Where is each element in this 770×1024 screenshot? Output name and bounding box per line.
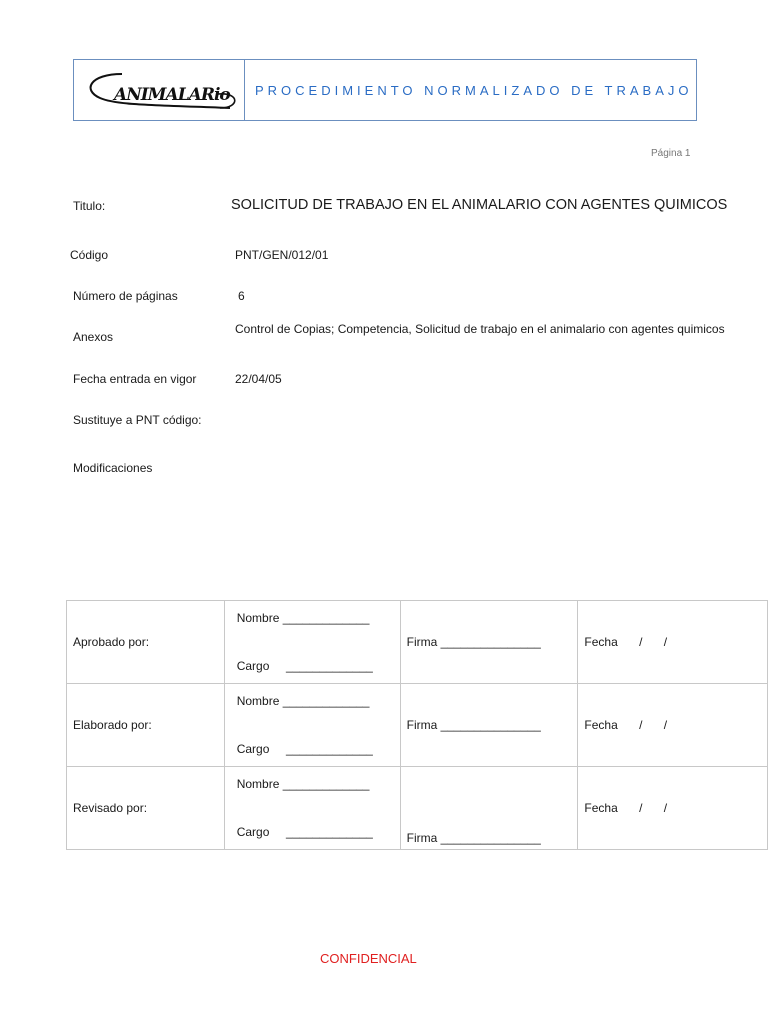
anexos-value: Control de Copias; Competencia, Solicitud de trabajo en el animalario con agentes quimicos <box>235 322 725 336</box>
document-header <box>73 59 697 121</box>
paginas-label: Número de páginas <box>73 289 178 303</box>
header-title: PROCEDIMIENTO NORMALIZADO DE TRABAJO <box>255 82 693 98</box>
confidential-label: CONFIDENCIAL <box>320 951 417 966</box>
firma-field[interactable]: Firma _______________ <box>406 831 541 845</box>
firma-cell <box>400 767 578 850</box>
svg-text:ANIMALARio: ANIMALARio <box>114 85 230 105</box>
nombre-field[interactable]: Nombre _____________ <box>236 777 370 791</box>
animalario-logo <box>80 68 240 114</box>
logo-cell <box>74 60 245 120</box>
fecha-vigor-value: 22/04/05 <box>235 372 282 386</box>
titulo-label: Titulo: <box>73 199 106 213</box>
table-row <box>67 684 768 767</box>
cargo-field[interactable]: Cargo _____________ <box>236 659 373 673</box>
fecha-vigor-label: Fecha entrada en vigor <box>73 372 197 386</box>
document-title: SOLICITUD DE TRABAJO EN EL ANIMALARIO CON AGENTES QUIMICOS <box>231 197 728 213</box>
table-row <box>67 601 768 684</box>
nombre-cargo-cell <box>224 684 400 767</box>
firma-field[interactable]: Firma _______________ <box>400 601 578 684</box>
cargo-field[interactable]: Cargo _____________ <box>236 742 373 756</box>
codigo-label: Código <box>70 248 109 262</box>
paginas-value: 6 <box>238 289 245 303</box>
nombre-cargo-cell <box>224 767 400 850</box>
page-number: Página 1 <box>651 148 691 159</box>
cargo-field[interactable]: Cargo _____________ <box>236 825 373 839</box>
role-cell: Revisado por: <box>67 767 225 850</box>
codigo-value: PNT/GEN/012/01 <box>235 248 329 262</box>
sustituye-label: Sustituye a PNT código: <box>73 413 202 427</box>
anexos-label: Anexos <box>73 330 114 344</box>
nombre-field[interactable]: Nombre _____________ <box>236 694 370 708</box>
role-cell: Aprobado por: <box>67 601 225 684</box>
firma-field[interactable]: Firma _______________ <box>400 684 578 767</box>
fecha-field[interactable]: Fecha / / <box>578 684 768 767</box>
nombre-cargo-cell <box>224 601 400 684</box>
fecha-field[interactable]: Fecha / / <box>578 767 768 850</box>
role-cell: Elaborado por: <box>67 684 225 767</box>
fecha-field[interactable]: Fecha / / <box>578 601 768 684</box>
nombre-field[interactable]: Nombre _____________ <box>236 611 370 625</box>
modificaciones-label: Modificaciones <box>73 461 153 475</box>
table-row <box>67 767 768 850</box>
signature-table <box>66 600 768 850</box>
